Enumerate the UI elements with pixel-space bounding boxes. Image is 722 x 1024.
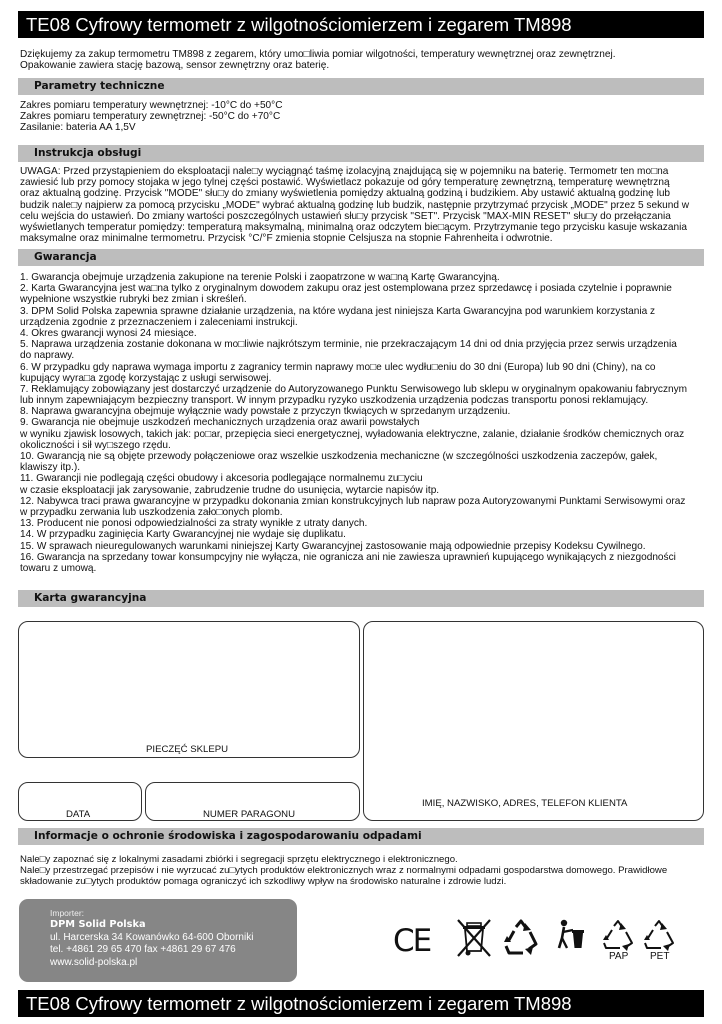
importer-web: www.solid-polska.pl [50, 956, 138, 968]
customer-info-label: IMIĘ, NAZWISKO, ADRES, TELEFON KLIENTA [422, 798, 628, 809]
date-label: DATA [66, 809, 91, 820]
section-instructions-heading: Instrukcja obsługi [18, 145, 704, 162]
section-environment-heading: Informacje o ochronie środowiska i zagospodarowaniu odpadami [18, 828, 704, 845]
section-warranty-heading: Gwarancja [18, 249, 704, 266]
specs-text: Zakres pomiaru temperatury wewnętrznej: -10°C do +50°C Zakres pomiaru temperatury zewnętrznej: -50°C do +70°C Zasilanie: bateria AA 1,5V [20, 100, 283, 134]
pet-label: PET [650, 951, 670, 962]
receipt-number-label: NUMER PARAGONU [203, 809, 296, 820]
section-specs-heading: Parametry techniczne [18, 78, 704, 95]
shop-stamp-box[interactable] [18, 621, 360, 758]
footer-title: TE08 Cyfrowy termometr z wilgotnościomierzem i zegarem TM898 [18, 990, 704, 1017]
importer-address: ul. Harcerska 34 Kowanówko 64-600 Oborniki [50, 931, 254, 943]
warranty-text: 1. Gwarancja obejmuje urządzenia zakupione na terenie Polski i zaopatrzone w wa□ną Kartę Gwarancyjną. 2. Karta Gwarancyjna jest wa□na tylko z oryginalnym dowodem zakupu oraz jest ostemplowana przez sprzedawcę i posiada czytelnie i poprawnie wypełnione wszystkie rubryki bez zmian i skreśleń. 3. DPM Solid Polska zapewnia sprawne działanie urządzenia, na które wydana jest niniejsza Karta Gwarancyjna pod warunkiem korzystania z urządzenia zgodnie z przeznaczeniem i zaleceniami instrukcji. 4. Okres gwarancji wynosi 24 miesiące. 5. Naprawa urządzenia zostanie dokonana w mo□liwie najkrótszym terminie, nie przekraczającym 14 dni od dnia przyjęcia przez serwis urządzenia do naprawy. 6. W przypadku gdy naprawa wymaga importu z zagranicy termin naprawy mo□e ulec wydłu□eniu do 30 dni (Europa) lub 90 dni (Chiny), na co kupujący wyra□a zgodę korzystając z usługi serwisowej. 7. Reklamujący zobowiązany jest dostarczyć urządzenie do Autoryzowanego Punktu Serwisowego lub sklepu w oryginalnym opakowaniu fabrycznym lub innym zapewniającym bezpieczny transport. W innym przypadku ryzyko uszkodzenia urządzenia podczas transportu ponosi reklamujący. 8. Naprawa gwarancyjna obejmuje wyłącznie wady powstałe z przyczyn tkwiących w sprzedanym urządzeniu. 9. Gwarancja nie obejmuje uszkodzeń mechanicznych urządzenia oraz awarii powstałych w wyniku zjawisk losowych, takich jak: po□ar, przepięcia sieci energetycznej, wyładowania elektryczne, zalanie, działanie środków chemicznych oraz okoliczności i sił wy□szego rzędu. 10. Gwarancją nie są objęte przewody połączeniowe oraz wszelkie uszkodzenia mechaniczne (w szczególności uszkodzenia zaczepów, gałek, klawiszy itp.). 11. Gwarancji nie podlegają części obudowy i akcesoria podlegające normalnemu zu□yciu w czasie eksploatacji jak zarysowanie, zabrudzenie trudne do usunięcia, wytarcie napisów itp. 12. Nabywca traci prawa gwarancyjne w przypadku dokonania zmian konstrukcyjnych lub napraw poza Autoryzowanymi Punktami Serwisowymi oraz w przypadku zerwania lub uszkodzenia zało□onych plomb. 13. Producent nie ponosi odpowiedzialności za straty wynikłe z utraty danych. 14. W przypadku zaginięcia Karty Gwarancyjnej nie wydaje się duplikatu. 15. W sprawach nieuregulowanych warunkami niniejszej Karty Gwarancyjnej zastosowanie mają odpowiednie przepisy Kodeksu Cywilnego. 16. Gwarancja na sprzedany towar konsumpcyjny nie wyłącza, nie ogranicza ani nie zawiesza uprawnień kupującego wynikających z niezgodności towaru z umową. [20, 272, 688, 574]
recycle-pet-icon [642, 918, 676, 952]
ce-mark-icon: CE [393, 923, 431, 959]
tidyman-icon [556, 918, 586, 954]
pap-label: PAP [609, 951, 629, 962]
importer-company: DPM Solid Polska [50, 919, 146, 930]
crossed-bin-icon [456, 918, 492, 958]
environment-text: Nale□y zapoznać się z lokalnymi zasadami zbiórki i segregacji sprzętu elektrycznego i elektronicznego. Nale□y przestrzegać przepisów i nie wyrzucać zu□ytych produktów elektronicznych wraz z normalnymi odpadami gospodarstwa domowego. Prawidłowe składowanie zu□ytych produktów pomaga ograniczyć ich szkodliwy wpływ na środowisko naturalne i zdrowie ludzi. [20, 854, 668, 888]
importer-box [19, 899, 297, 982]
page-title: TE08 Cyfrowy termometr z wilgotnościomierzem i zegarem TM898 [18, 11, 704, 38]
importer-phone: tel. +4861 29 65 470 fax +4861 29 67 476 [50, 944, 236, 956]
instructions-text: UWAGA: Przed przystąpieniem do eksploatacji nale□y wyciągnąć taśmę izolacyjną znajdującą się w pojemniku na baterię. Termometr ten mo□na zawiesić lub przy pomocy stojaka w jego tylnej części postawić. Wyświetlacz pokazuje od góry temperaturę zewnętrzną, temperaturę wewnętrzną oraz aktualną godzinę. Przycisk "MODE" słu□y do zmiany wyświetlenia pomiędzy aktualną godziną i budzikiem. Aby ustawić aktualną godzinę lub budzik nale□y najpierw za pomocą przycisku „MODE" wybrać aktualną godzinę lub budzik, następnie przytrzymać przycisk „MODE" przez 5 sekund w celu wejścia do ustawień. Do zmiany wartości poszczególnych ustawień słu□y przycisk "SET". Przycisk "MAX-MIN RESET" słu□y do przełączania wyświetlanych temperatur pomiędzy: temperaturą maksymalną, minimalną oraz odczytem bie□ącym. Przytrzymanie tego przycisku kasuje wskazania maksymalne oraz minimalne termometru. Przycisk °C/°F zmienia stopnie Celsjusza na stopnie Fahrenheita i odwrotnie. [20, 166, 690, 245]
shop-stamp-label: PIECZĘĆ SKLEPU [146, 744, 229, 755]
recycle-pap-icon [601, 918, 635, 952]
section-card-heading: Karta gwarancyjna [18, 590, 704, 607]
importer-label: Importer: [50, 908, 85, 918]
recycle-icon [501, 918, 541, 958]
customer-info-box[interactable] [363, 621, 704, 821]
intro-text: Dziękujemy za zakup termometru TM898 z zegarem, który umo□liwia pomiar wilgotności, temperatury wewnętrznej oraz zewnętrznej. Opakowanie zawiera stację bazową, sensor zewnętrzny oraz baterię. [20, 49, 616, 72]
